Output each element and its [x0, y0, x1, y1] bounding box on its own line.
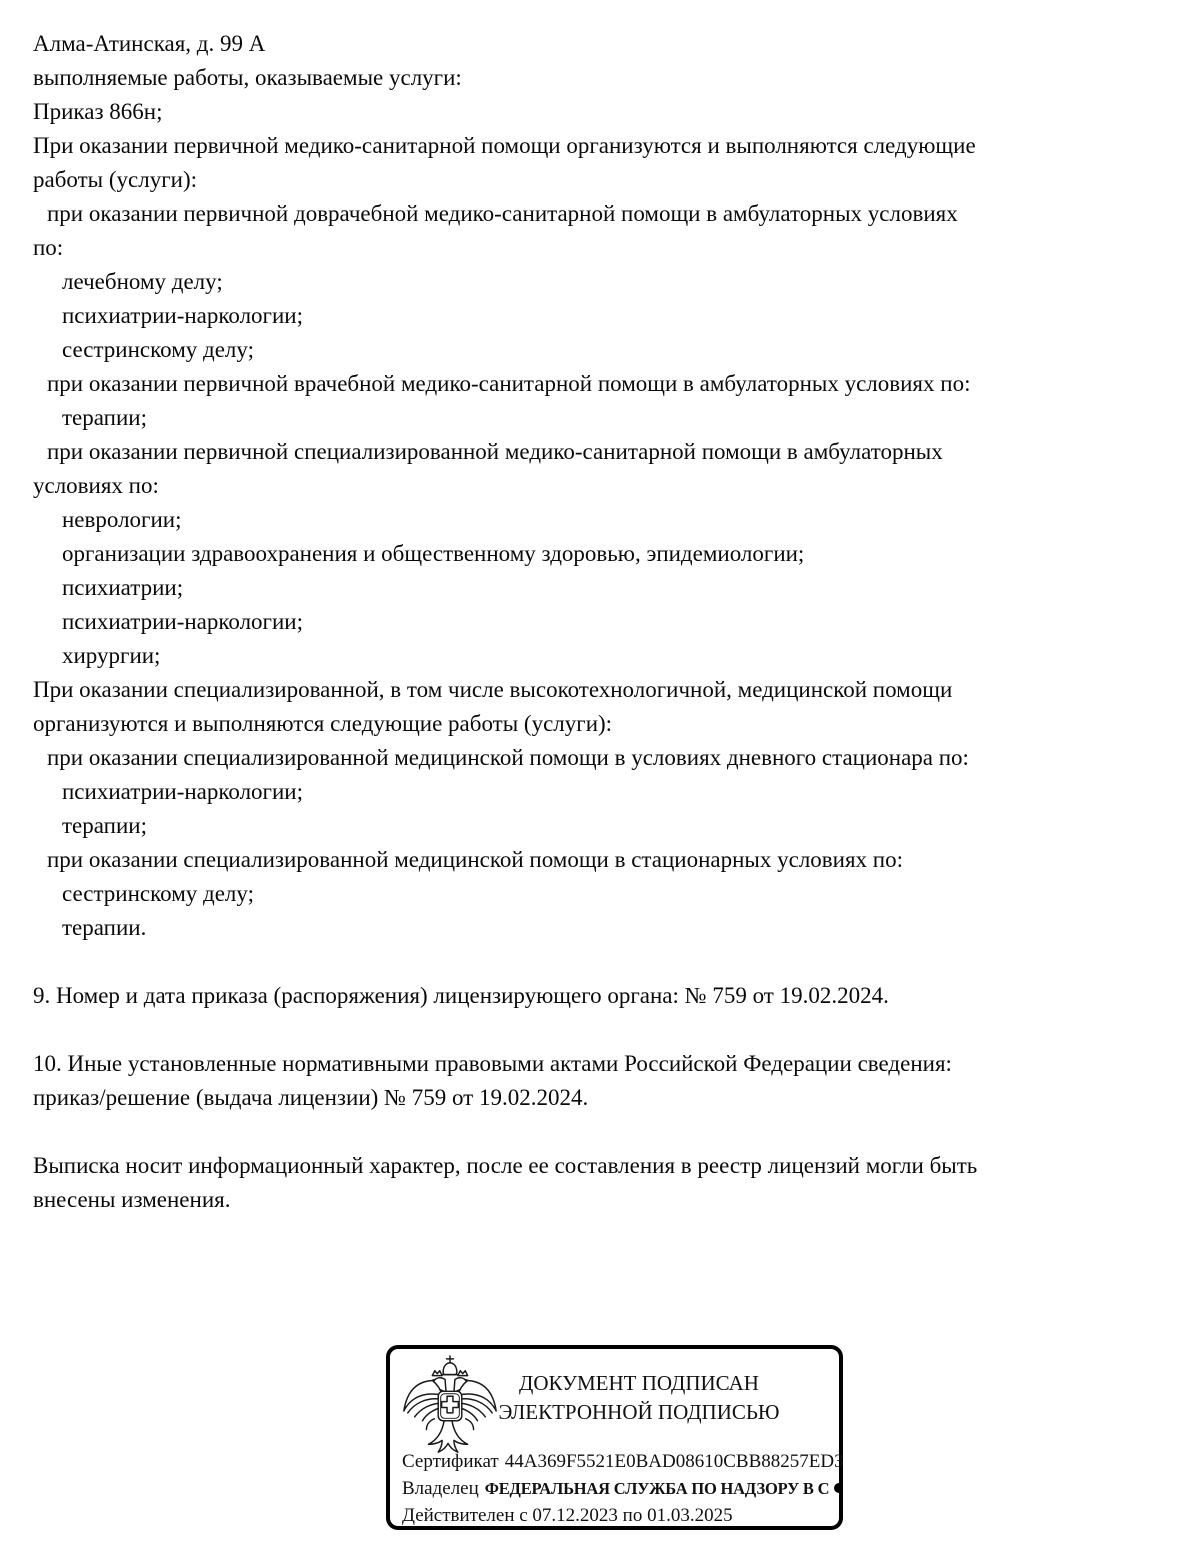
document-body [33, 27, 1186, 1217]
document-line: психиатрии-наркологии; [62, 303, 303, 328]
document-line: внесены изменения. [33, 1187, 231, 1212]
owner-label: Владелец [402, 1478, 479, 1499]
document-line: при оказании первичной врачебной медико-санитарной помощи в амбулаторных условиях по: [47, 371, 971, 396]
document-line: при оказании первичной специализированной медико-санитарной помощи в амбулаторных [47, 439, 943, 464]
stamp-validity-line [402, 1502, 839, 1529]
double-headed-eagle-icon [398, 1354, 502, 1462]
document-line: выполняемые работы, оказываемые услуги: [33, 65, 462, 90]
stamp-title [494, 1369, 784, 1427]
signature-stamp [386, 1345, 843, 1530]
owner-value: ФЕДЕРАЛЬНАЯ СЛУЖБА ПО НАДЗОРУ В С [484, 1479, 830, 1498]
document-line: сестринскому делу; [62, 337, 254, 362]
document-line: работы (услуги): [33, 167, 197, 192]
document-line: терапии; [62, 813, 147, 838]
document-line: хирургии; [62, 643, 161, 668]
document-line: Приказ 866н; [33, 99, 163, 124]
stamp-certificate-line [402, 1448, 844, 1475]
document-line: 9. Номер и дата приказа (распоряжения) лицензирующего органа: № 759 от 19.02.2024. [33, 983, 889, 1008]
stamp-info [402, 1448, 844, 1529]
document-line: терапии. [62, 915, 147, 940]
document-line: психиатрии; [62, 575, 184, 600]
document-line [33, 1115, 1186, 1149]
document-line: при оказании первичной доврачебной медико-санитарной помощи в амбулаторных условиях [47, 201, 958, 226]
document-line: психиатрии-наркологии; [62, 779, 303, 804]
certificate-label: Сертификат [402, 1451, 499, 1472]
document-line: неврологии; [62, 507, 182, 532]
validity-text: Действителен с 07.12.2023 по 01.03.2025 [402, 1505, 733, 1526]
document-line: условиях по: [33, 473, 159, 498]
document-line: организуются и выполняются следующие работы (услуги): [33, 711, 613, 736]
certificate-value: 44A369F5521E0BAD08610CBB88257ED3 [504, 1451, 844, 1472]
stamp-title-line1: ДОКУМЕНТ ПОДПИСАН [519, 1371, 759, 1395]
document-line: При оказании первичной медико-санитарной помощи организуются и выполняются следующие [33, 133, 976, 158]
document-line: сестринскому делу; [62, 881, 254, 906]
document-line: при оказании специализированной медицинской помощи в стационарных условиях по: [47, 847, 903, 872]
document-line [33, 945, 1186, 979]
document-line: 10. Иные установленные нормативными правовыми актами Российской Федерации сведения: [33, 1051, 952, 1076]
stamp-owner-line [402, 1475, 839, 1502]
document-line: приказ/решение (выдача лицензии) № 759 от 19.02.2024. [33, 1085, 589, 1110]
document-line: Выписка носит информационный характер, после ее составления в реестр лицензий могли быть [33, 1153, 978, 1178]
document-line [33, 1013, 1186, 1047]
document-line: психиатрии-наркологии; [62, 609, 303, 634]
document-line: лечебному делу; [62, 269, 223, 294]
document-line: Алма-Атинская, д. 99 А [33, 31, 266, 56]
document-line: терапии; [62, 405, 147, 430]
document-line: при оказании специализированной медицинской помощи в условиях дневного стационара по: [47, 745, 969, 770]
document-line: организации здравоохранения и общественному здоровью, эпидемиологии; [62, 541, 805, 566]
document-line: по: [33, 235, 64, 260]
stamp-title-line2: ЭЛЕКТРОННОЙ ПОДПИСЬЮ [498, 1400, 780, 1424]
document-line: При оказании специализированной, в том числе высокотехнологичной, медицинской помощи [33, 677, 953, 702]
